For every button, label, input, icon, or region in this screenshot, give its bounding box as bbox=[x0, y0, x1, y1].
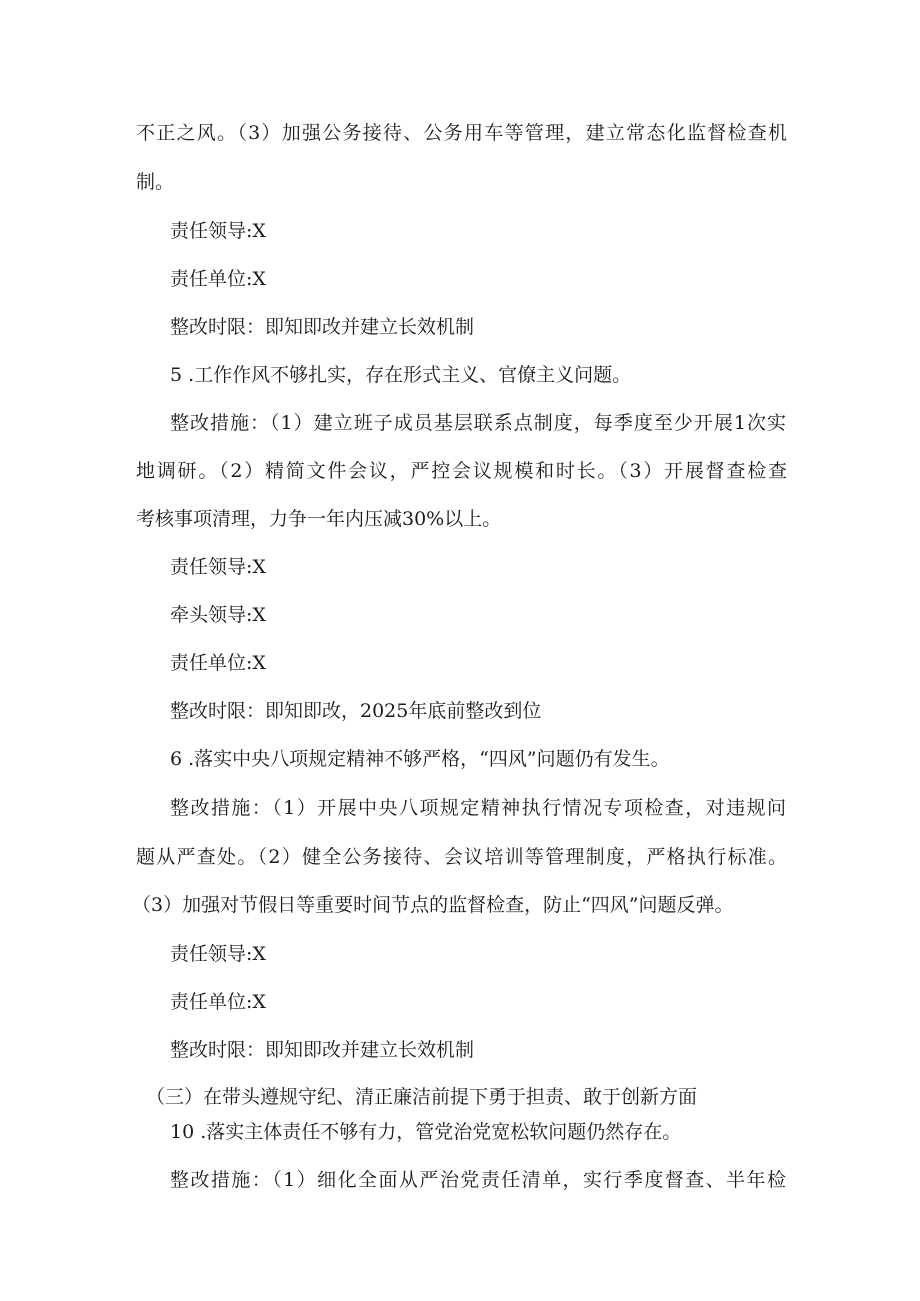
item-heading: 6 .落实中央八项规定精神不够严格，“四风”问题仍有发生。 bbox=[170, 748, 670, 770]
deadline-line: 整改时限：即知即改并建立长效机制 bbox=[170, 1039, 475, 1061]
responsible-leader-line: 责任领导:X bbox=[170, 943, 266, 965]
responsible-unit-line: 责任单位:X bbox=[170, 991, 266, 1013]
paragraph-line: 不正之风。（3）加强公务接待、公务用车等管理，建立常态化监督检查机 bbox=[136, 122, 787, 144]
measures-line: 整改措施：（1）建立班子成员基层联系点制度，每季度至少开展1次实 bbox=[170, 412, 786, 434]
responsible-unit-line: 责任单位:X bbox=[170, 652, 266, 674]
paragraph-line: 考核事项清理，力争一年内压减30%以上。 bbox=[136, 508, 502, 530]
deadline-line: 整改时限：即知即改，2025年底前整改到位 bbox=[170, 700, 542, 722]
paragraph-line: 制。 bbox=[136, 171, 175, 193]
paragraph-line: 题从严查处。（2）健全公务接待、会议培训等管理制度，严格执行标准。 bbox=[136, 846, 787, 868]
paragraph-line: （3）加强对节假日等重要时间节点的监督检查，防止“四风”问题反弹。 bbox=[132, 894, 734, 916]
measures-line: 整改措施：（1）开展中央八项规定精神执行情况专项检查，对违规问 bbox=[170, 797, 786, 819]
item-heading: 5 .工作作风不够扎实，存在形式主义、官僚主义问题。 bbox=[170, 364, 632, 386]
responsible-unit-line: 责任单位:X bbox=[170, 268, 266, 290]
section-heading: （三）在带头遵规守纪、清正廉洁前提下勇于担责、敢于创新方面 bbox=[146, 1086, 698, 1108]
measures-line: 整改措施：（1）细化全面从严治党责任清单，实行季度督查、半年检 bbox=[170, 1169, 786, 1191]
responsible-leader-line: 责任领导:X bbox=[170, 556, 266, 578]
deadline-line: 整改时限：即知即改并建立长效机制 bbox=[170, 316, 475, 338]
item-heading: 10 .落实主体责任不够有力，管党治党宽松软问题仍然存在。 bbox=[170, 1121, 682, 1143]
lead-leader-line: 牵头领导:X bbox=[170, 604, 266, 626]
responsible-leader-line: 责任领导:X bbox=[170, 220, 266, 242]
paragraph-line: 地调研。（2）精简文件会议，严控会议规模和时长。（3）开展督查检查 bbox=[136, 460, 787, 482]
